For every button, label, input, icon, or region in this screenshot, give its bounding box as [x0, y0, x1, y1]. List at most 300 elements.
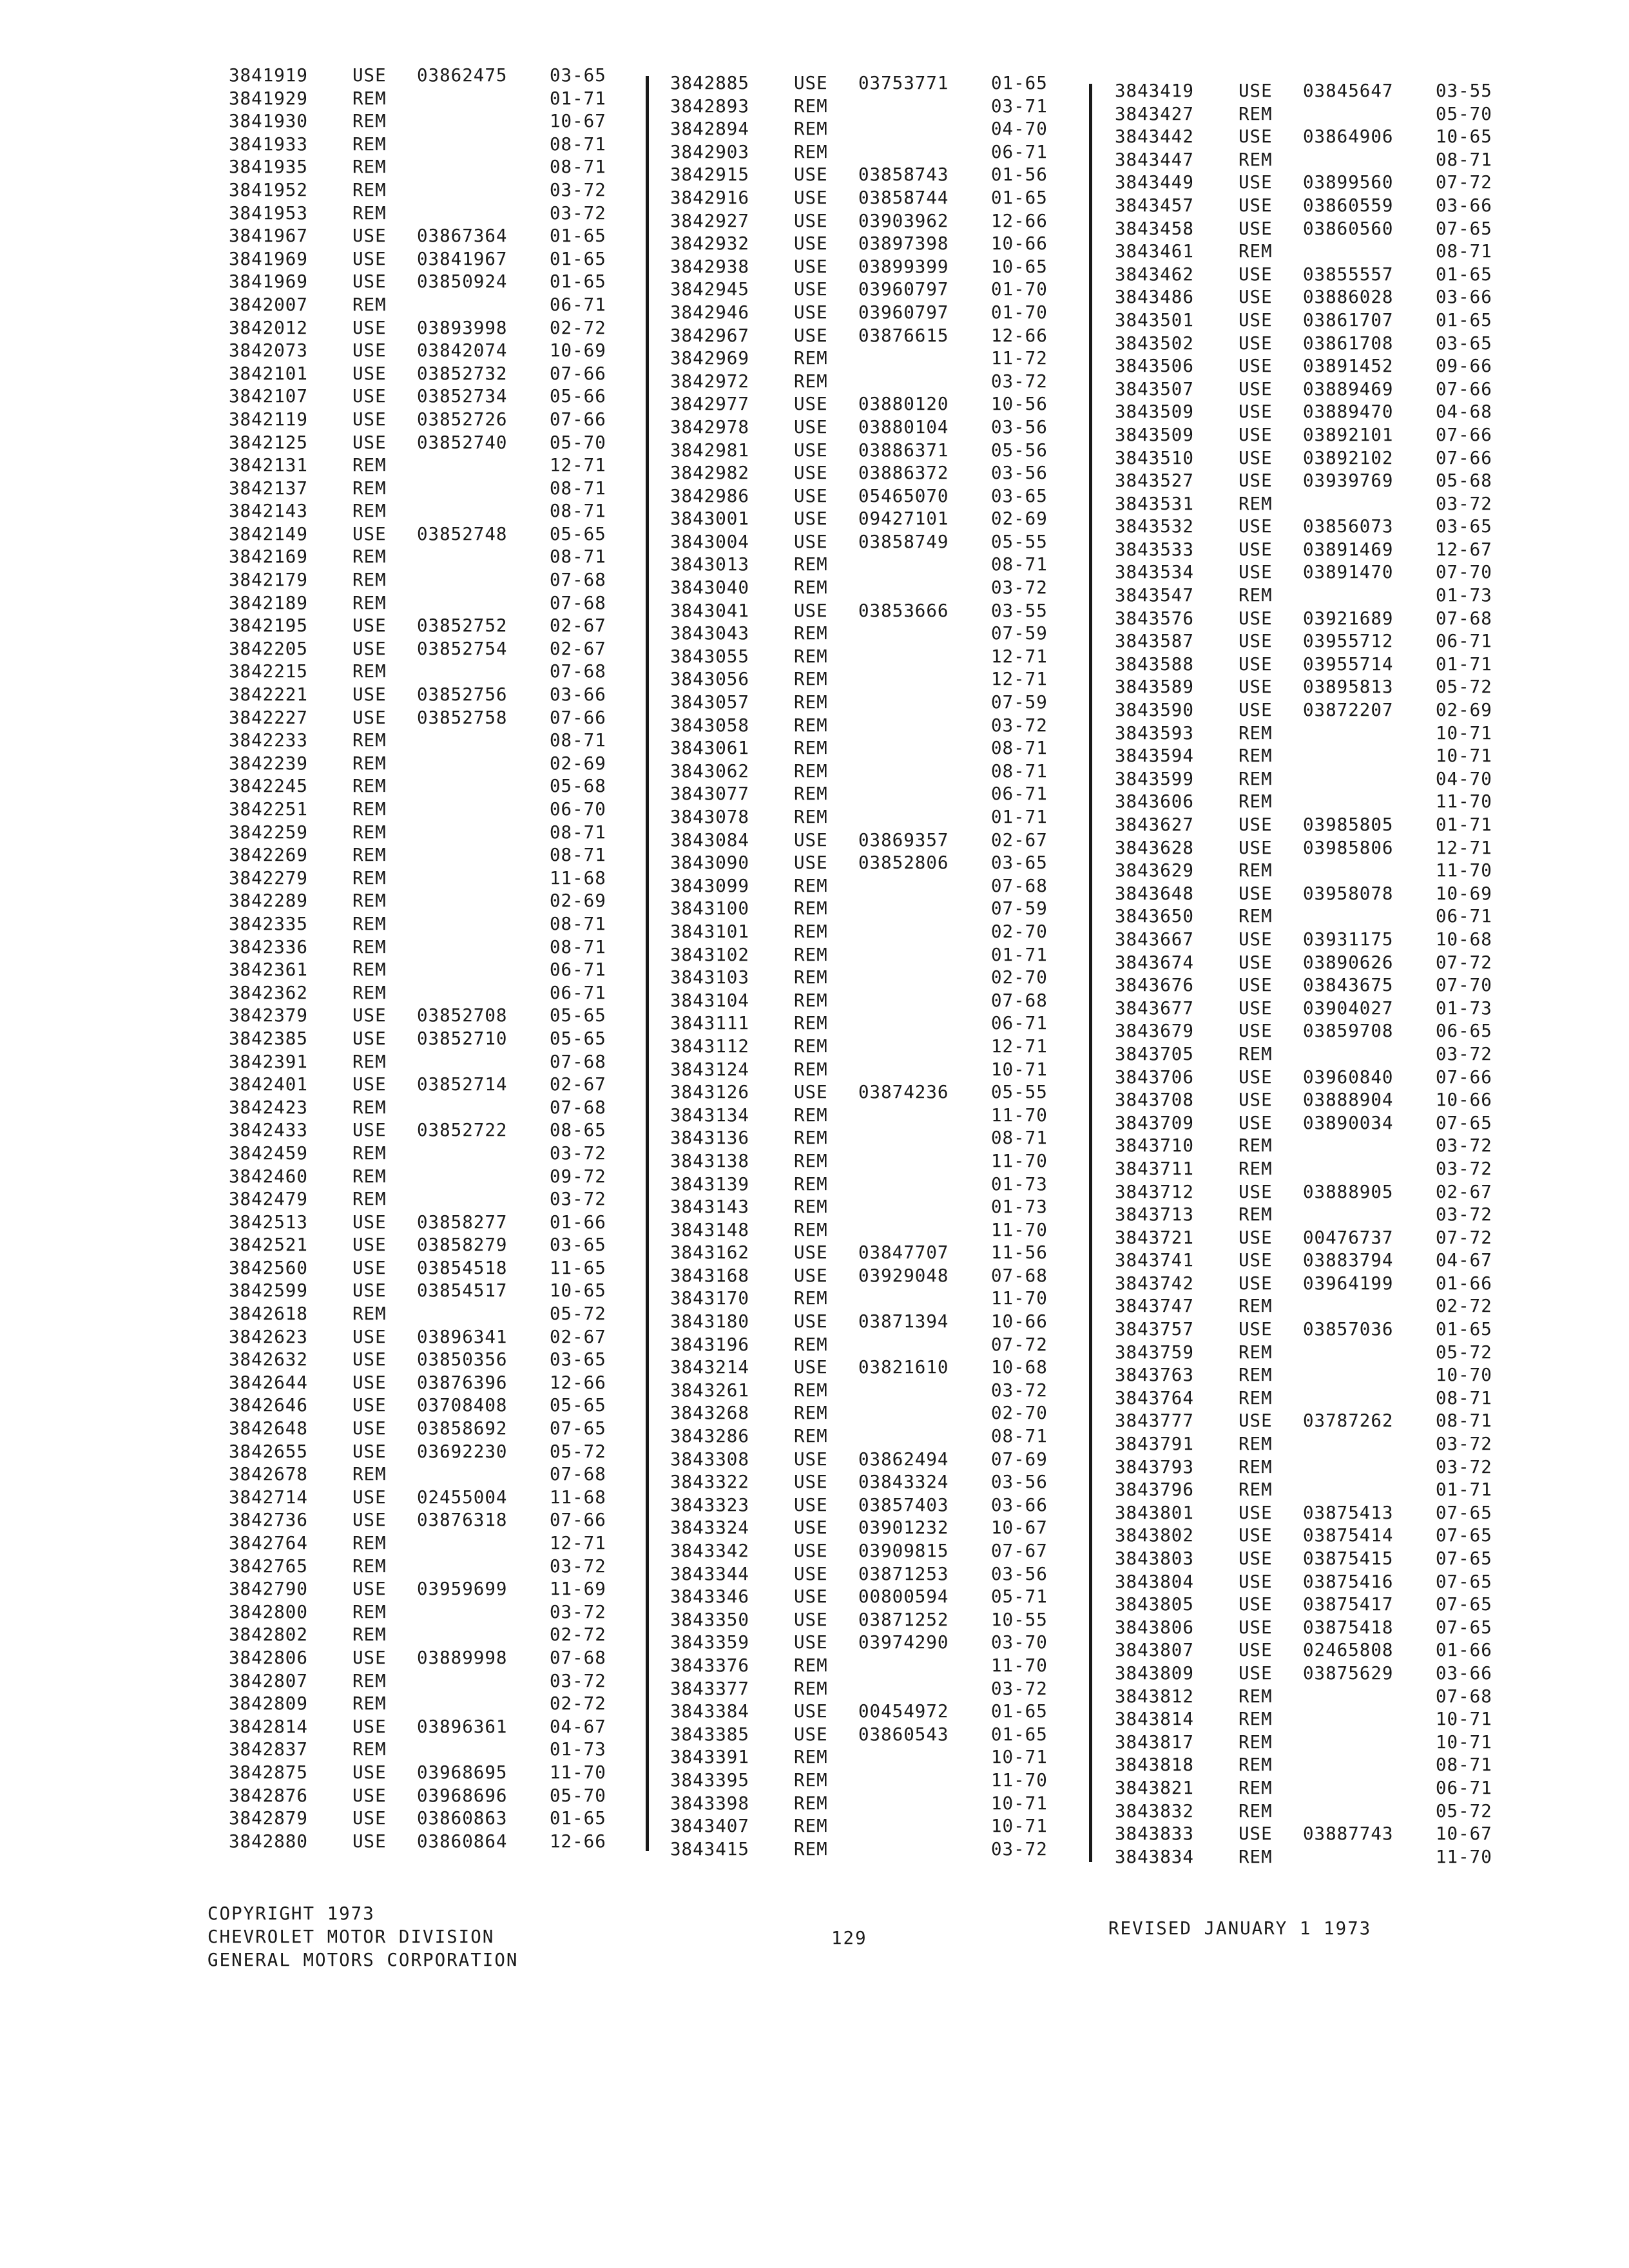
part-number: 3843104: [670, 990, 749, 1011]
replacement-part-number: 03860560: [1303, 218, 1394, 239]
table-row: [670, 1173, 1070, 1196]
part-number: 3843427: [1115, 103, 1194, 124]
part-number: 3843376: [670, 1655, 749, 1676]
action-code: REM: [352, 1670, 387, 1691]
action-code: USE: [1239, 332, 1273, 354]
action-code: USE: [352, 1418, 387, 1439]
table-row: [1115, 1318, 1514, 1341]
table-row: [670, 1769, 1070, 1792]
effective-date: 03-72: [1436, 1158, 1492, 1179]
part-number: 3841929: [229, 88, 308, 109]
table-row: [670, 829, 1070, 852]
effective-date: 03-66: [1436, 1662, 1492, 1684]
replacement-part-number: 03862475: [417, 65, 508, 86]
part-number: 3843777: [1115, 1410, 1194, 1432]
effective-date: 03-65: [550, 1349, 606, 1370]
effective-date: 03-72: [550, 1670, 606, 1691]
replacement-part-number: 03904027: [1303, 997, 1394, 1019]
action-code: REM: [352, 1464, 387, 1485]
part-number: 3843350: [670, 1609, 749, 1630]
action-code: REM: [794, 1792, 828, 1814]
action-code: REM: [352, 890, 387, 912]
action-code: USE: [1239, 1273, 1273, 1294]
effective-date: 01-73: [991, 1196, 1048, 1218]
effective-date: 03-55: [1436, 81, 1492, 101]
table-row: [229, 1097, 628, 1120]
action-code: REM: [794, 95, 828, 117]
part-number: 3843458: [1115, 218, 1194, 239]
action-code: REM: [794, 807, 828, 827]
effective-date: 07-66: [1436, 1066, 1492, 1088]
part-number: 3843196: [670, 1334, 749, 1355]
part-number: 3841935: [229, 157, 308, 178]
table-row: [670, 1563, 1070, 1586]
effective-date: 07-68: [550, 1464, 606, 1485]
part-number: 3842560: [229, 1257, 308, 1278]
part-number: 3842385: [229, 1028, 308, 1049]
effective-date: 03-72: [550, 202, 606, 224]
part-number: 3842678: [229, 1464, 308, 1485]
part-number: 3842932: [670, 233, 749, 255]
replacement-part-number: 03692230: [417, 1441, 508, 1462]
action-code: USE: [1239, 1250, 1273, 1271]
action-code: USE: [1239, 1319, 1273, 1340]
effective-date: 10-66: [991, 1311, 1048, 1332]
effective-date: 07-68: [1436, 1686, 1492, 1707]
effective-date: 12-66: [550, 1372, 606, 1393]
table-row: [670, 1035, 1070, 1059]
table-row: [670, 1746, 1070, 1769]
table-row: [670, 302, 1070, 325]
part-number: 3843124: [670, 1059, 749, 1080]
part-number: 3843384: [670, 1701, 749, 1722]
table-row: [670, 921, 1070, 944]
table-row: [229, 890, 628, 913]
effective-date: 07-72: [1436, 1227, 1492, 1248]
effective-date: 04-68: [1436, 401, 1492, 423]
action-code: USE: [794, 1472, 828, 1493]
action-code: USE: [352, 1211, 387, 1233]
action-code: USE: [352, 271, 387, 293]
table-row: [670, 72, 1070, 95]
action-code: REM: [352, 1693, 387, 1715]
table-row: [229, 1624, 628, 1647]
part-number: 3842915: [670, 164, 749, 186]
action-code: REM: [352, 913, 387, 934]
action-code: REM: [1239, 745, 1273, 767]
effective-date: 01-65: [550, 248, 606, 269]
replacement-part-number: 03889998: [417, 1647, 508, 1668]
part-number: 3842972: [670, 370, 749, 392]
part-number: 3842379: [229, 1005, 308, 1026]
part-number: 3842807: [229, 1670, 308, 1691]
part-number: 3843532: [1115, 516, 1194, 537]
effective-date: 10-70: [1436, 1365, 1492, 1386]
table-row: [670, 691, 1070, 715]
effective-date: 01-65: [1436, 264, 1492, 285]
part-number: 3842169: [229, 546, 308, 568]
effective-date: 05-55: [991, 1082, 1048, 1103]
table-row: [1115, 1571, 1514, 1594]
part-number: 3842336: [229, 936, 308, 957]
part-number: 3843419: [1115, 81, 1194, 101]
replacement-part-number: 03897398: [858, 233, 949, 255]
part-number: 3842279: [229, 867, 308, 889]
replacement-part-number: 03889469: [1303, 378, 1394, 399]
effective-date: 04-67: [1436, 1250, 1492, 1271]
effective-date: 02-67: [991, 829, 1048, 850]
action-code: REM: [352, 867, 387, 889]
effective-date: 07-72: [991, 1334, 1048, 1355]
effective-date: 07-65: [550, 1418, 606, 1439]
action-code: USE: [1239, 653, 1273, 675]
action-code: USE: [1239, 883, 1273, 904]
effective-date: 10-71: [1436, 722, 1492, 744]
part-number: 3842938: [670, 256, 749, 277]
table-row: [229, 1716, 628, 1739]
action-code: REM: [352, 133, 387, 155]
table-row: [1115, 1593, 1514, 1617]
effective-date: 07-68: [550, 1051, 606, 1072]
effective-date: 07-65: [1436, 1525, 1492, 1546]
part-number: 3843391: [670, 1747, 749, 1768]
replacement-part-number: 03960840: [1303, 1066, 1394, 1088]
table-row: [229, 408, 628, 432]
part-number: 3843627: [1115, 814, 1194, 835]
effective-date: 08-71: [991, 738, 1048, 759]
part-number: 3843100: [670, 898, 749, 919]
replacement-part-number: 03852708: [417, 1005, 508, 1026]
action-code: USE: [1239, 516, 1273, 537]
effective-date: 11-68: [550, 1486, 606, 1508]
part-number: 3842903: [670, 141, 749, 162]
effective-date: 02-67: [550, 615, 606, 637]
part-number: 3842978: [670, 416, 749, 437]
effective-date: 08-71: [991, 1426, 1048, 1447]
action-code: USE: [1239, 1227, 1273, 1248]
table-row: [229, 1051, 628, 1074]
table-row: [1115, 493, 1514, 516]
replacement-part-number: 03857403: [858, 1494, 949, 1515]
table-row: [229, 546, 628, 569]
action-code: REM: [352, 1142, 387, 1164]
effective-date: 12-71: [991, 1035, 1048, 1057]
table-row: [670, 95, 1070, 119]
part-number: 3843802: [1115, 1525, 1194, 1546]
part-number: 3843594: [1115, 745, 1194, 767]
action-code: REM: [794, 1219, 828, 1240]
effective-date: 08-71: [991, 760, 1048, 782]
effective-date: 10-65: [550, 1280, 606, 1302]
table-row: [229, 225, 628, 248]
replacement-part-number: 03876396: [417, 1372, 508, 1393]
replacement-part-number: 03880104: [858, 416, 949, 437]
table-row: [1115, 1273, 1514, 1296]
table-row: [670, 577, 1070, 600]
action-code: USE: [794, 1701, 828, 1722]
table-row: [229, 1394, 628, 1418]
replacement-part-number: 03860864: [417, 1831, 508, 1852]
replacement-part-number: 03875416: [1303, 1571, 1394, 1592]
table-row: [1115, 1135, 1514, 1158]
action-code: USE: [1239, 1066, 1273, 1088]
part-number: 3843812: [1115, 1686, 1194, 1707]
effective-date: 08-71: [550, 730, 606, 751]
action-code: USE: [1239, 1662, 1273, 1684]
action-code: USE: [1239, 952, 1273, 973]
action-code: REM: [1239, 1434, 1273, 1455]
part-number: 3842245: [229, 776, 308, 797]
part-number: 3843713: [1115, 1204, 1194, 1225]
table-row: [670, 1334, 1070, 1357]
replacement-part-number: 03864906: [1303, 126, 1394, 148]
parts-column-2: [670, 72, 1070, 1861]
effective-date: 10-69: [1436, 883, 1492, 904]
part-number: 3842362: [229, 982, 308, 1003]
part-number: 3842814: [229, 1716, 308, 1737]
action-code: REM: [794, 1196, 828, 1218]
part-number: 3843676: [1115, 975, 1194, 996]
table-row: [1115, 1479, 1514, 1502]
part-number: 3843143: [670, 1196, 749, 1218]
effective-date: 01-71: [1436, 653, 1492, 675]
effective-date: 10-71: [1436, 1731, 1492, 1753]
part-number: 3843447: [1115, 149, 1194, 170]
action-code: USE: [1239, 447, 1273, 468]
part-number: 3842623: [229, 1326, 308, 1347]
table-row: [1115, 1043, 1514, 1066]
effective-date: 01-65: [991, 187, 1048, 208]
part-number: 3843721: [1115, 1227, 1194, 1248]
table-row: [1115, 378, 1514, 401]
part-number: 3843061: [670, 738, 749, 759]
action-code: USE: [1239, 975, 1273, 996]
part-number: 3843832: [1115, 1800, 1194, 1821]
replacement-part-number: 03859708: [1303, 1021, 1394, 1042]
part-number: 3843214: [670, 1357, 749, 1378]
table-row: [1115, 837, 1514, 860]
part-number: 3843629: [1115, 860, 1194, 881]
replacement-part-number: 03893998: [417, 317, 508, 338]
table-row: [670, 1311, 1070, 1334]
effective-date: 08-71: [1436, 241, 1492, 262]
replacement-part-number: 03891470: [1303, 562, 1394, 583]
replacement-part-number: 03899560: [1303, 172, 1394, 193]
effective-date: 02-72: [550, 317, 606, 338]
part-number: 3842101: [229, 363, 308, 384]
table-row: [229, 271, 628, 294]
replacement-part-number: 03842074: [417, 340, 508, 361]
table-row: [670, 622, 1070, 646]
action-code: REM: [794, 692, 828, 713]
effective-date: 07-66: [550, 1510, 606, 1531]
table-row: [670, 1265, 1070, 1288]
table-row: [1115, 1066, 1514, 1090]
table-row: [1115, 1639, 1514, 1662]
part-number: 3842179: [229, 570, 308, 591]
action-code: USE: [352, 1647, 387, 1668]
part-number: 3843324: [670, 1517, 749, 1539]
table-row: [229, 523, 628, 546]
part-number: 3843763: [1115, 1365, 1194, 1386]
table-row: [670, 1425, 1070, 1448]
action-code: USE: [352, 1120, 387, 1141]
action-code: USE: [352, 226, 387, 247]
table-row: [670, 1678, 1070, 1701]
part-number: 3842880: [229, 1831, 308, 1852]
action-code: USE: [352, 408, 387, 430]
replacement-part-number: 03968696: [417, 1785, 508, 1806]
page-number: 129: [831, 1928, 867, 1948]
replacement-part-number: 03821610: [858, 1357, 949, 1378]
table-row: [670, 898, 1070, 921]
effective-date: 10-71: [991, 1747, 1048, 1768]
replacement-part-number: 03968695: [417, 1762, 508, 1783]
replacement-part-number: 03856073: [1303, 516, 1394, 537]
part-number: 3842599: [229, 1280, 308, 1302]
table-row: [229, 1555, 628, 1579]
effective-date: 01-70: [991, 302, 1048, 323]
part-number: 3843168: [670, 1265, 749, 1286]
effective-date: 10-67: [550, 111, 606, 132]
table-row: [1115, 1112, 1514, 1135]
effective-date: 03-72: [1436, 1043, 1492, 1064]
action-code: USE: [794, 829, 828, 850]
action-code: USE: [1239, 677, 1273, 698]
replacement-part-number: 03858743: [858, 164, 949, 186]
replacement-part-number: 02455004: [417, 1486, 508, 1508]
part-number: 3843136: [670, 1128, 749, 1149]
effective-date: 08-71: [550, 157, 606, 178]
part-number: 3842806: [229, 1647, 308, 1668]
action-code: REM: [1239, 149, 1273, 170]
part-number: 3843796: [1115, 1479, 1194, 1501]
table-row: [229, 500, 628, 523]
part-number: 3843588: [1115, 653, 1194, 675]
action-code: REM: [794, 623, 828, 644]
part-number: 3842837: [229, 1739, 308, 1760]
effective-date: 06-71: [550, 294, 606, 315]
part-number: 3843342: [670, 1541, 749, 1561]
effective-date: 07-66: [550, 363, 606, 384]
effective-date: 03-72: [991, 1838, 1048, 1860]
table-row: [670, 600, 1070, 623]
part-number: 3843590: [1115, 700, 1194, 721]
action-code: USE: [352, 386, 387, 407]
part-number: 3842916: [670, 187, 749, 208]
part-number: 3842239: [229, 753, 308, 774]
action-code: USE: [352, 684, 387, 706]
effective-date: 09-72: [550, 1166, 606, 1187]
action-code: USE: [352, 615, 387, 637]
part-number: 3841969: [229, 271, 308, 293]
part-number: 3843099: [670, 875, 749, 896]
table-row: [229, 753, 628, 776]
replacement-part-number: 03939769: [1303, 470, 1394, 492]
part-number: 3843056: [670, 669, 749, 690]
action-code: USE: [794, 852, 828, 874]
part-number: 3842361: [229, 959, 308, 981]
part-number: 3842981: [670, 439, 749, 461]
effective-date: 10-68: [1436, 928, 1492, 950]
effective-date: 03-65: [991, 852, 1048, 874]
effective-date: 08-71: [550, 477, 606, 499]
replacement-part-number: 03861707: [1303, 309, 1394, 331]
table-row: [670, 1150, 1070, 1173]
effective-date: 08-71: [1436, 1387, 1492, 1408]
part-number: 3842221: [229, 684, 308, 706]
effective-date: 07-59: [991, 623, 1048, 644]
effective-date: 11-70: [1436, 860, 1492, 881]
action-code: USE: [352, 1005, 387, 1026]
replacement-part-number: 03858277: [417, 1211, 508, 1233]
table-row: [670, 1494, 1070, 1517]
table-row: [229, 133, 628, 157]
table-row: [229, 179, 628, 202]
effective-date: 07-65: [1436, 1617, 1492, 1638]
part-number: 3842879: [229, 1808, 308, 1829]
part-number: 3843742: [1115, 1273, 1194, 1294]
table-row: [229, 340, 628, 363]
effective-date: 10-65: [1436, 126, 1492, 148]
action-code: USE: [1239, 287, 1273, 308]
effective-date: 12-67: [1436, 539, 1492, 560]
action-code: USE: [1239, 1112, 1273, 1133]
table-row: [229, 1647, 628, 1670]
part-number: 3843807: [1115, 1640, 1194, 1661]
action-code: USE: [794, 439, 828, 461]
action-code: USE: [352, 1762, 387, 1783]
table-row: [1115, 286, 1514, 309]
effective-date: 07-67: [991, 1541, 1048, 1561]
part-number: 3842233: [229, 730, 308, 751]
part-number: 3843442: [1115, 126, 1194, 148]
effective-date: 03-72: [550, 1189, 606, 1210]
part-number: 3842479: [229, 1189, 308, 1210]
part-number: 3841967: [229, 226, 308, 247]
replacement-part-number: 03852722: [417, 1120, 508, 1141]
action-code: REM: [794, 669, 828, 690]
effective-date: 03-70: [991, 1632, 1048, 1653]
action-code: USE: [352, 1785, 387, 1806]
action-code: USE: [794, 1242, 828, 1264]
replacement-part-number: 03858744: [858, 187, 949, 208]
table-row: [1115, 1204, 1514, 1227]
part-number: 3843004: [670, 531, 749, 552]
table-row: [670, 783, 1070, 806]
table-row: [229, 1166, 628, 1189]
part-number: 3843679: [1115, 1021, 1194, 1042]
table-row: [229, 1349, 628, 1372]
table-row: [670, 485, 1070, 508]
effective-date: 01-65: [550, 226, 606, 247]
table-row: [1115, 1089, 1514, 1112]
effective-date: 02-67: [1436, 1181, 1492, 1202]
action-code: USE: [1239, 928, 1273, 950]
part-number: 3843134: [670, 1104, 749, 1126]
action-code: REM: [794, 967, 828, 988]
table-row: [229, 202, 628, 226]
effective-date: 05-72: [1436, 1800, 1492, 1821]
part-number: 3843057: [670, 692, 749, 713]
effective-date: 07-59: [991, 692, 1048, 713]
replacement-part-number: 03895813: [1303, 677, 1394, 698]
part-number: 3842632: [229, 1349, 308, 1370]
replacement-part-number: 03883794: [1303, 1250, 1394, 1271]
part-number: 3842736: [229, 1510, 308, 1531]
action-code: USE: [1239, 378, 1273, 399]
table-row: [670, 852, 1070, 875]
